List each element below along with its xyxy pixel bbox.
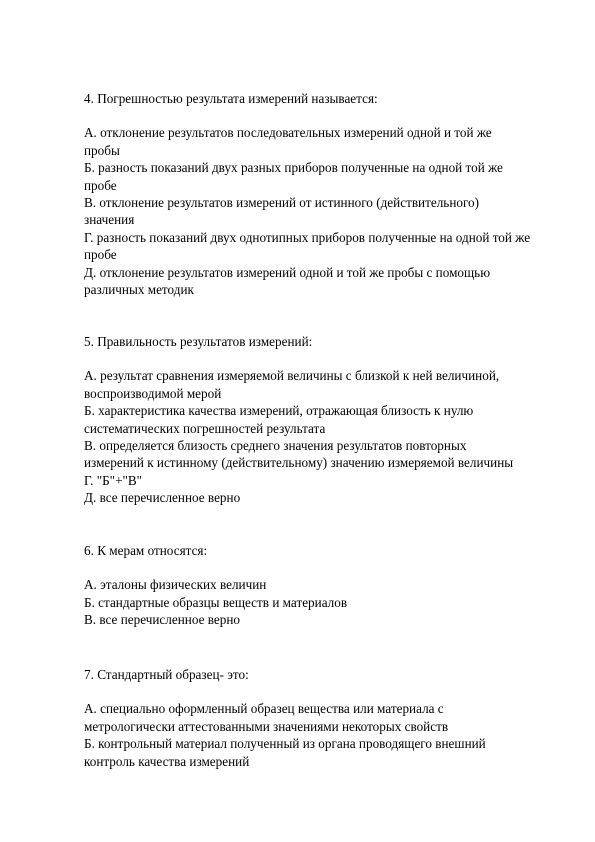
question-5: [84, 333, 564, 507]
answer-option-d: Г. "Б"+"В": [84, 472, 143, 488]
answer-option-e: Д. все перечисленное верно: [84, 490, 241, 506]
question-7: [84, 666, 564, 770]
answer-option-a: А. специально оформленный образец вещества или материала с метрологически аттестованными значениями некоторых свойств: [84, 701, 449, 734]
answer-option-c: В. отклонение результатов измерений от истинного (действительного) значения: [84, 195, 480, 228]
answer-option-e: Д. отклонение результатов измерений одной и той же пробы с помощью различных методик: [84, 264, 491, 298]
answer-option-c: В. определяется близость среднего значения результатов повторных измерений к истинному (действительному) значению измеряемой величины: [84, 438, 514, 471]
question-title: 5. Правильность результатов измерений:: [84, 334, 313, 349]
answer-option-b: Б. разность показаний двух разных приборов полученные на одной той же пробе: [84, 160, 503, 193]
question-6: [84, 542, 564, 629]
answer-options: [84, 576, 564, 628]
question-title: 4. Погрешностью результата измерений называется:: [84, 91, 378, 106]
answer-options: [84, 367, 564, 506]
question-4: [84, 90, 564, 298]
answer-option-a: А. результат сравнения измеряемой величины с близкой к ней величиной, воспроизводимой мерой: [84, 368, 500, 401]
answer-option-a: А. эталоны физических величин: [84, 577, 267, 593]
question-title: 6. К мерам относятся:: [84, 543, 208, 558]
question-title: 7. Стандартный образец- это:: [84, 667, 249, 682]
answer-options: [84, 124, 564, 298]
answer-option-d: Г. разность показаний двух однотипных приборов полученные на одной той же пробе: [84, 229, 531, 263]
answer-option-b: Б. характеристика качества измерений, отражающая близость к нулю систематических погрешностей результата: [84, 403, 474, 436]
answer-option-b: Б. контрольный материал полученный из органа проводящего внешний контроль качества измерений: [84, 736, 486, 769]
answer-option-a: А. отклонение результатов последовательных измерений одной и той же пробы: [84, 125, 492, 158]
answer-option-b: Б. стандартные образцы веществ и материалов: [84, 594, 348, 610]
answer-options: [84, 700, 564, 770]
answer-option-c: В. все перечисленное верно: [84, 612, 240, 628]
